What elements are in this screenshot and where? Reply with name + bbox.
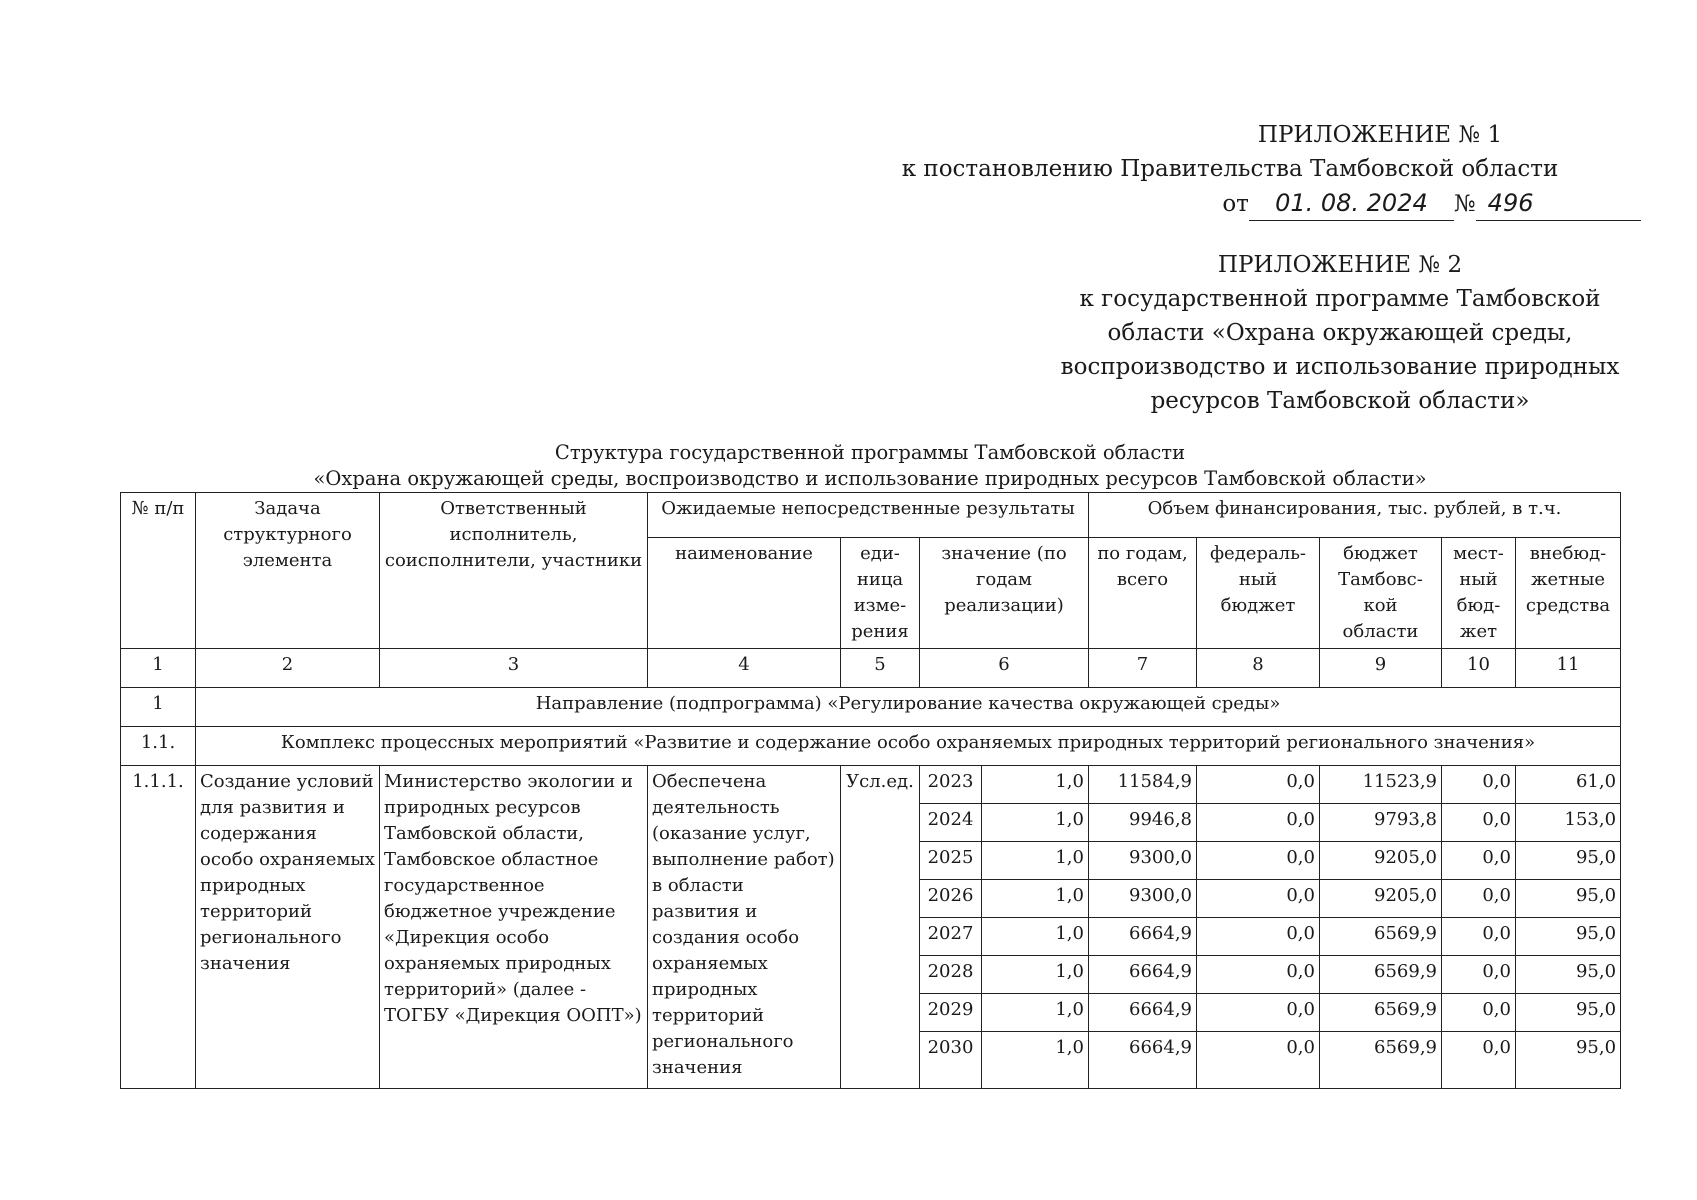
table-title <box>120 440 1620 492</box>
section-num: 1 <box>121 688 196 727</box>
table-row <box>121 766 1621 804</box>
item-result-name: Обеспечена деятельность (оказание услуг, выполнение работ) в области развития и создания особо охраняемых природных территорий регионального значения <box>648 766 841 1089</box>
value-cell: 1,0 <box>982 918 1089 956</box>
total-cell: 9300,0 <box>1089 880 1197 918</box>
value-cell: 1,0 <box>982 804 1089 842</box>
year-cell: 2023 <box>920 766 982 804</box>
federal-cell: 0,0 <box>1197 766 1320 804</box>
appendix2-line: области «Охрана окружающей среды, <box>1107 320 1573 346</box>
extra-cell: 95,0 <box>1516 994 1621 1032</box>
header-regional: бюджет Тамбовс- кой области <box>1320 538 1442 649</box>
item-task: Создание условий для развития и содержания особо охраняемых природных территорий регионального значения <box>196 766 380 1089</box>
appendix2-block <box>1040 248 1640 418</box>
section-title: Направление (подпрограмма) «Регулирование качества окружающей среды» <box>196 688 1621 727</box>
item-executor: Министерство экологии и природных ресурсов Тамбовской области, Тамбовское областное государственное бюджетное учреждение «Дирекция особо охраняемых природных территорий» (далее - ТОГБУ «Дирекция ООПТ») <box>380 766 648 1089</box>
local-cell: 0,0 <box>1442 804 1516 842</box>
header-unit: еди- ница изме- рения <box>841 538 920 649</box>
col-number: 9 <box>1320 649 1442 688</box>
year-cell: 2028 <box>920 956 982 994</box>
regional-cell: 9205,0 <box>1320 842 1442 880</box>
col-number: 8 <box>1197 649 1320 688</box>
year-cell: 2026 <box>920 880 982 918</box>
regional-cell: 6569,9 <box>1320 994 1442 1032</box>
year-cell: 2024 <box>920 804 982 842</box>
total-cell: 6664,9 <box>1089 1032 1197 1089</box>
extra-cell: 95,0 <box>1516 918 1621 956</box>
col-number: 10 <box>1442 649 1516 688</box>
header-local: мест- ный бюд- жет <box>1442 538 1516 649</box>
regional-cell: 9793,8 <box>1320 804 1442 842</box>
header-row-1 <box>121 493 1621 538</box>
federal-cell: 0,0 <box>1197 804 1320 842</box>
total-cell: 6664,9 <box>1089 994 1197 1032</box>
appendix2-title: ПРИЛОЖЕНИЕ № 2 <box>1217 252 1463 278</box>
header-task: Задача структурного элемента <box>196 493 380 649</box>
appendix1-title: ПРИЛОЖЕНИЕ № 1 <box>1257 122 1503 148</box>
column-number-row <box>121 649 1621 688</box>
appendix1-date-line <box>880 186 1697 221</box>
year-cell: 2030 <box>920 1032 982 1089</box>
header-result-name: наименование <box>648 538 841 649</box>
value-cell: 1,0 <box>982 956 1089 994</box>
header-value: значение (по годам реализации) <box>920 538 1089 649</box>
header-federal: федераль- ный бюджет <box>1197 538 1320 649</box>
extra-cell: 95,0 <box>1516 880 1621 918</box>
appendix2-line: к государственной программе Тамбовской <box>1079 286 1601 312</box>
federal-cell: 0,0 <box>1197 956 1320 994</box>
extra-cell: 95,0 <box>1516 842 1621 880</box>
total-cell: 9300,0 <box>1089 842 1197 880</box>
regional-cell: 6569,9 <box>1320 1032 1442 1089</box>
col-number: 1 <box>121 649 196 688</box>
number-prefix: № <box>1453 191 1476 217</box>
extra-cell: 95,0 <box>1516 956 1621 994</box>
local-cell: 0,0 <box>1442 956 1516 994</box>
signed-date: 01. 08. 2024 <box>1249 186 1454 221</box>
header-executor: Ответственный исполнитель, соисполнители, участники <box>380 493 648 649</box>
col-number: 7 <box>1089 649 1197 688</box>
subsection-num: 1.1. <box>121 727 196 766</box>
federal-cell: 0,0 <box>1197 1032 1320 1089</box>
col-number: 2 <box>196 649 380 688</box>
header-results-group: Ожидаемые непосредственные результаты <box>648 493 1089 538</box>
col-number: 3 <box>380 649 648 688</box>
extra-cell: 153,0 <box>1516 804 1621 842</box>
signed-number: 496 <box>1476 186 1641 221</box>
table-title-line1: Структура государственной программы Тамбовской области <box>554 441 1186 464</box>
value-cell: 1,0 <box>982 1032 1089 1089</box>
federal-cell: 0,0 <box>1197 842 1320 880</box>
regional-cell: 9205,0 <box>1320 880 1442 918</box>
federal-cell: 0,0 <box>1197 880 1320 918</box>
program-structure-table <box>120 492 1621 1089</box>
col-number: 4 <box>648 649 841 688</box>
date-prefix: от <box>1222 191 1249 217</box>
item-num: 1.1.1. <box>121 766 196 1089</box>
section-row <box>121 688 1621 727</box>
total-cell: 9946,8 <box>1089 804 1197 842</box>
subsection-title: Комплекс процессных мероприятий «Развитие и содержание особо охраняемых природных территорий регионального значения» <box>196 727 1621 766</box>
col-number: 11 <box>1516 649 1621 688</box>
value-cell: 1,0 <box>982 880 1089 918</box>
total-cell: 6664,9 <box>1089 918 1197 956</box>
appendix2-line: воспроизводство и использование природных <box>1060 354 1620 380</box>
col-number: 6 <box>920 649 1089 688</box>
local-cell: 0,0 <box>1442 994 1516 1032</box>
header-extra: внебюд- жетные средства <box>1516 538 1621 649</box>
federal-cell: 0,0 <box>1197 994 1320 1032</box>
value-cell: 1,0 <box>982 842 1089 880</box>
header-num: № п/п <box>121 493 196 649</box>
total-cell: 11584,9 <box>1089 766 1197 804</box>
regional-cell: 6569,9 <box>1320 956 1442 994</box>
header-finance-group: Объем финансирования, тыс. рублей, в т.ч. <box>1089 493 1621 538</box>
year-cell: 2027 <box>920 918 982 956</box>
local-cell: 0,0 <box>1442 766 1516 804</box>
appendix2-line: ресурсов Тамбовской области» <box>1150 388 1530 414</box>
federal-cell: 0,0 <box>1197 918 1320 956</box>
regional-cell: 6569,9 <box>1320 918 1442 956</box>
item-unit: Усл.ед. <box>841 766 920 1089</box>
local-cell: 0,0 <box>1442 1032 1516 1089</box>
subsection-row <box>121 727 1621 766</box>
extra-cell: 95,0 <box>1516 1032 1621 1089</box>
value-cell: 1,0 <box>982 766 1089 804</box>
appendix1-line2: к постановлению Правительства Тамбовской области <box>901 156 1559 182</box>
extra-cell: 61,0 <box>1516 766 1621 804</box>
local-cell: 0,0 <box>1442 842 1516 880</box>
local-cell: 0,0 <box>1442 918 1516 956</box>
table-title-line2: «Охрана окружающей среды, воспроизводство и использование природных ресурсов Тамбовской области» <box>313 467 1427 490</box>
local-cell: 0,0 <box>1442 880 1516 918</box>
value-cell: 1,0 <box>982 994 1089 1032</box>
regional-cell: 11523,9 <box>1320 766 1442 804</box>
header-total: по годам, всего <box>1089 538 1197 649</box>
appendix1-block <box>880 118 1697 221</box>
year-cell: 2029 <box>920 994 982 1032</box>
year-cell: 2025 <box>920 842 982 880</box>
col-number: 5 <box>841 649 920 688</box>
total-cell: 6664,9 <box>1089 956 1197 994</box>
